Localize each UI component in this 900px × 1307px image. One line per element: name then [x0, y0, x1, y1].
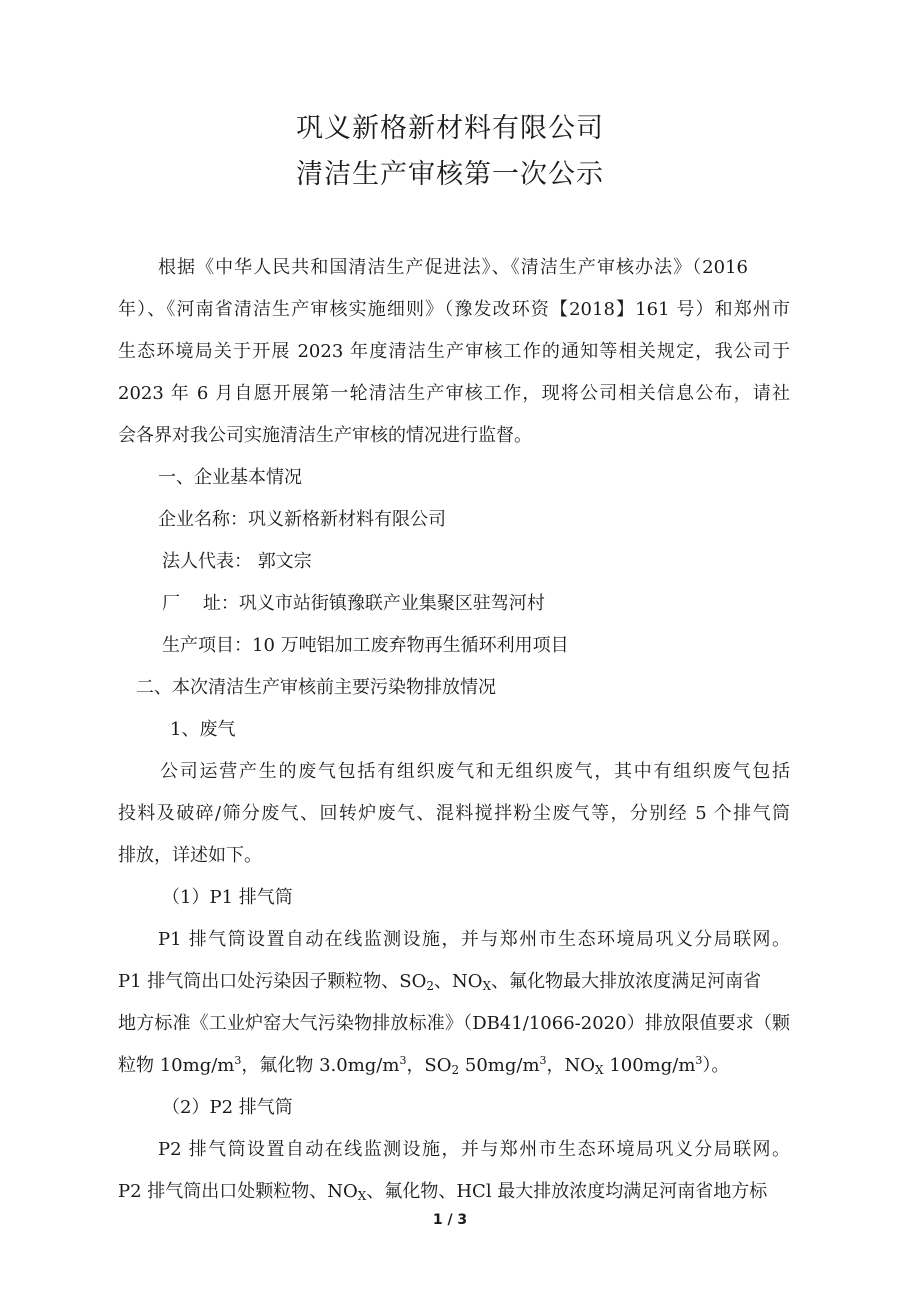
- intro-line-2: 年）、《河南省清洁生产审核实施细则》（豫发改环资【2018】161 号）和郑州市: [118, 299, 790, 320]
- production-project: 生产项目：10 万吨铝加工废弃物再生循环利用项目: [162, 635, 569, 656]
- gas-line-1: 公司运营产生的废气包括有组织废气和无组织废气，其中有组织废气包括: [160, 761, 790, 782]
- section1-heading: 一、企业基本情况: [158, 467, 302, 488]
- exhaust-gas-heading: 1、废气: [170, 719, 236, 740]
- p1-heading: （1）P1 排气筒: [162, 887, 293, 908]
- p1-line-1: P1 排气筒设置自动在线监测设施，并与郑州市生态环境局巩义分局联网。: [158, 929, 790, 950]
- gas-line-3: 排放，详述如下。: [118, 845, 262, 866]
- p2-line-1: P2 排气筒设置自动在线监测设施，并与郑州市生态环境局巩义分局联网。: [158, 1139, 790, 1160]
- p2-heading: （2）P2 排气筒: [162, 1097, 293, 1118]
- p1-line-3: 地方标准《工业炉窑大气污染物排放标准》（DB41/1066-2020）排放限值要求（颗: [118, 1013, 790, 1034]
- doc-title-notice: 清洁生产审核第一次公示: [296, 159, 604, 190]
- intro-line-5: 会各界对我公司实施清洁生产审核的情况进行监督。: [118, 425, 532, 446]
- intro-line-4: 2023 年 6 月自愿开展第一轮清洁生产审核工作，现将公司相关信息公布，请社: [118, 383, 790, 404]
- intro-line-3: 生态环境局关于开展 2023 年度清洁生产审核工作的通知等相关规定，我公司于: [118, 341, 790, 362]
- p1-line-2: P1 排气筒出口处污染因子颗粒物、$SO_2$、$NO_X$、氟化物最大排放浓度满足河南省: [118, 971, 762, 993]
- gas-line-2: 投料及破碎/筛分废气、回转炉废气、混料搅拌粉尘废气等，分别经 5 个排气筒: [118, 803, 790, 824]
- p2-line-2: P2 排气筒出口处颗粒物、$NO_X$、氟化物、HCl 最大排放浓度均满足河南省地方标: [118, 1181, 768, 1203]
- factory-address: 厂 址：巩义市站街镇豫联产业集聚区驻驾河村: [162, 593, 545, 614]
- page-number: 1 / 3: [432, 1212, 468, 1228]
- intro-line-1: 根据《中华人民共和国清洁生产促进法》、《清洁生产审核办法》（2016: [158, 257, 748, 278]
- legal-representative: 法人代表： 郭文宗: [162, 551, 312, 572]
- doc-title-company: 巩义新格新材料有限公司: [296, 113, 604, 144]
- p1-line-4: 粒物 $10mg/m^3$，氟化物 $3.0mg/m^3$，$SO_2$ $50mg/m^3$，$NO_X$ $100mg/m^3$）。: [118, 1054, 730, 1077]
- section2-heading: 二、本次清洁生产审核前主要污染物排放情况: [136, 677, 496, 698]
- company-name: 企业名称：巩义新格新材料有限公司: [158, 509, 446, 530]
